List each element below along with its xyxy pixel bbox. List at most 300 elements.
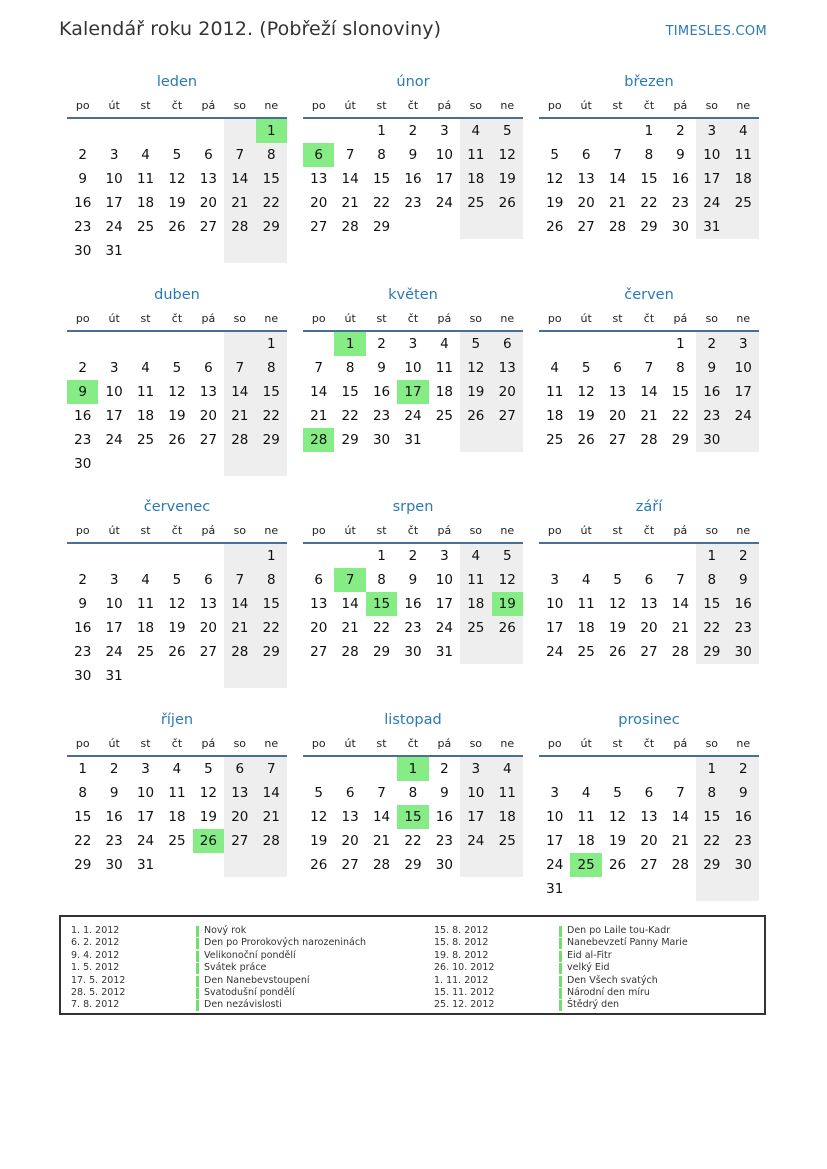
weekday-label: po	[311, 737, 326, 750]
day-cell: 26	[577, 432, 595, 448]
day-cell: 17	[105, 408, 123, 424]
weekday-label: po	[311, 312, 326, 325]
day-cell: 12	[168, 596, 186, 612]
day-cell: 23	[404, 620, 422, 636]
empty-cell	[696, 877, 727, 901]
day-cell: 17	[696, 167, 727, 191]
day-cell: 26	[492, 191, 523, 215]
day-cell: 13	[310, 171, 328, 187]
day-cell: 25	[460, 616, 491, 640]
weekday-label: po	[311, 524, 326, 537]
weekday-label: út	[344, 99, 356, 112]
empty-cell	[224, 119, 255, 143]
empty-cell	[303, 544, 334, 568]
empty-cell	[130, 452, 161, 476]
weekday-label: po	[547, 524, 562, 537]
month-name: duben	[154, 287, 200, 303]
holiday-day-cell: 26	[193, 829, 224, 853]
day-cell: 8	[256, 143, 287, 167]
day-cell: 11	[136, 171, 155, 187]
day-cell: 25	[168, 833, 186, 849]
day-cell: 29	[74, 857, 92, 873]
day-cell: 22	[696, 616, 727, 640]
day-cell: 5	[492, 544, 523, 568]
day-cell: 12	[310, 809, 328, 825]
day-cell: 8	[408, 785, 418, 801]
empty-cell	[633, 757, 664, 781]
day-cell: 29	[256, 215, 287, 239]
day-cell: 14	[224, 592, 255, 616]
day-cell: 9	[676, 147, 685, 163]
day-cell: 28	[224, 215, 255, 239]
day-cell: 24	[435, 620, 453, 636]
legend-marker	[559, 938, 562, 949]
day-cell: 28	[671, 857, 689, 873]
day-cell: 12	[577, 384, 595, 400]
day-cell: 16	[728, 592, 759, 616]
day-cell: 28	[640, 432, 658, 448]
day-cell: 21	[341, 195, 359, 211]
day-cell: 15	[696, 592, 727, 616]
day-cell: 27	[492, 404, 523, 428]
day-cell: 17	[105, 195, 123, 211]
weekday-label: pá	[673, 312, 688, 325]
day-cell: 13	[199, 596, 217, 612]
legend-holiday-name: Den nezávislosti	[204, 999, 282, 1011]
day-cell: 31	[696, 215, 727, 239]
weekday-label: út	[108, 312, 120, 325]
day-cell: 2	[78, 147, 87, 163]
day-cell: 31	[435, 644, 453, 660]
day-cell: 17	[435, 171, 453, 187]
weekday-label: út	[580, 312, 592, 325]
day-cell: 20	[310, 195, 328, 211]
day-grid	[67, 757, 287, 877]
weekday-label: út	[344, 312, 356, 325]
day-cell: 7	[613, 147, 622, 163]
day-cell: 5	[550, 147, 559, 163]
legend-date: 1. 1. 2012	[71, 925, 120, 936]
day-cell: 24	[546, 644, 564, 660]
empty-cell	[256, 452, 287, 476]
empty-cell	[256, 853, 287, 877]
day-cell: 1	[78, 761, 87, 777]
day-cell: 20	[608, 408, 627, 424]
legend-holiday-name: Den Nanebevstoupení	[204, 974, 310, 986]
legend-date: 15. 8. 2012	[434, 925, 489, 936]
day-cell: 18	[460, 167, 491, 191]
empty-cell	[130, 119, 161, 143]
day-cell: 30	[372, 432, 391, 448]
day-cell: 15	[341, 384, 359, 400]
legend-holiday-name: Den po Laile tou-Kadr	[567, 925, 671, 936]
day-cell: 15	[696, 805, 727, 829]
holiday-day-cell: 1	[397, 757, 428, 781]
day-cell: 5	[613, 572, 622, 588]
day-cell: 6	[314, 572, 323, 588]
empty-cell	[633, 877, 664, 901]
day-cell: 22	[341, 408, 359, 424]
day-cell: 28	[256, 829, 287, 853]
day-cell: 28	[341, 219, 359, 235]
day-cell: 4	[581, 572, 591, 588]
day-grid	[539, 544, 759, 664]
month-name: leden	[156, 74, 198, 90]
empty-cell	[161, 664, 192, 688]
legend-marker	[196, 926, 199, 937]
day-cell: 16	[728, 805, 759, 829]
day-cell: 3	[109, 147, 119, 163]
day-cell: 7	[644, 360, 654, 376]
day-cell: 8	[644, 147, 654, 163]
day-cell: 8	[377, 572, 386, 588]
day-cell: 14	[224, 167, 255, 191]
day-cell: 14	[372, 809, 391, 825]
weekday-label: ne	[264, 737, 279, 750]
empty-cell	[570, 877, 601, 901]
day-cell: 10	[404, 360, 422, 376]
day-cell: 28	[372, 857, 391, 873]
legend-row	[71, 925, 366, 937]
day-cell: 21	[608, 195, 627, 211]
day-cell: 24	[105, 219, 123, 235]
day-cell: 15	[256, 592, 287, 616]
day-cell: 7	[224, 356, 255, 380]
day-cell: 23	[671, 195, 689, 211]
day-cell: 18	[492, 805, 523, 829]
day-grid	[67, 119, 287, 263]
legend-marker	[196, 938, 199, 949]
weekday-label: pá	[201, 99, 216, 112]
day-cell: 6	[224, 757, 255, 781]
day-cell: 18	[168, 809, 186, 825]
legend-holiday-name: Den po Prorokových narozeninách	[204, 937, 367, 949]
day-cell: 19	[608, 620, 627, 636]
weekday-label: pá	[201, 312, 216, 325]
empty-cell	[570, 119, 601, 143]
day-grid	[303, 757, 523, 877]
day-cell: 12	[168, 384, 186, 400]
legend-holiday-name: Svatodušní pondělí	[204, 986, 295, 998]
empty-cell	[366, 757, 397, 781]
empty-cell	[397, 215, 428, 239]
day-cell: 29	[372, 644, 391, 660]
day-cell: 28	[671, 644, 689, 660]
legend-row	[71, 962, 366, 974]
weekday-label: po	[75, 524, 90, 537]
weekday-label: so	[705, 312, 719, 325]
empty-cell	[98, 544, 129, 568]
weekday-label: po	[311, 99, 326, 112]
weekday-label: st	[140, 99, 151, 112]
day-cell: 30	[74, 243, 92, 259]
day-cell: 24	[136, 833, 155, 849]
day-cell: 5	[314, 785, 323, 801]
legend-row	[434, 950, 688, 962]
weekday-label: čt	[171, 312, 183, 325]
weekday-label: po	[75, 737, 90, 750]
day-cell: 8	[345, 360, 355, 376]
day-cell: 10	[136, 785, 155, 801]
empty-cell	[460, 853, 491, 877]
day-cell: 14	[671, 596, 689, 612]
empty-cell	[224, 239, 255, 263]
day-cell: 7	[314, 360, 323, 376]
day-cell: 10	[460, 781, 491, 805]
legend-row	[434, 987, 688, 999]
day-cell: 14	[341, 171, 359, 187]
day-cell: 22	[640, 195, 658, 211]
empty-cell	[602, 757, 633, 781]
weekday-label: ne	[264, 312, 279, 325]
day-cell: 19	[168, 620, 186, 636]
empty-cell	[492, 428, 523, 452]
empty-cell	[602, 119, 633, 143]
legend-date: 28. 5. 2012	[71, 986, 126, 998]
month-name: červen	[624, 287, 674, 303]
day-cell: 30	[696, 428, 727, 452]
legend-row	[434, 975, 688, 987]
day-cell: 29	[696, 853, 727, 877]
day-cell: 4	[172, 761, 182, 777]
day-grid	[67, 544, 287, 688]
day-cell: 20	[224, 805, 255, 829]
legend-holiday-name: Národní den míru	[567, 986, 650, 998]
day-cell: 3	[460, 757, 491, 781]
legend-date: 19. 8. 2012	[434, 949, 489, 961]
weekday-label: ne	[736, 99, 751, 112]
weekday-header	[67, 96, 287, 116]
day-cell: 19	[460, 380, 491, 404]
legend-holiday-name: Velikonoční pondělí	[204, 949, 296, 961]
day-cell: 12	[492, 143, 523, 167]
day-grid	[539, 757, 759, 901]
brand-link[interactable]: TIMESLES.COM	[665, 24, 767, 39]
legend-date: 1. 11. 2012	[434, 974, 489, 986]
day-cell: 27	[224, 829, 255, 853]
day-cell: 22	[372, 195, 391, 211]
empty-cell	[130, 239, 161, 263]
weekday-label: út	[580, 737, 592, 750]
empty-cell	[256, 239, 287, 263]
day-cell: 2	[728, 757, 759, 781]
day-cell: 12	[546, 171, 564, 187]
day-cell: 9	[408, 572, 418, 588]
empty-cell	[429, 428, 460, 452]
holiday-day-cell: 17	[397, 380, 428, 404]
day-cell: 5	[172, 147, 182, 163]
weekday-label: so	[233, 99, 247, 112]
day-cell: 22	[256, 404, 287, 428]
day-cell: 23	[74, 432, 92, 448]
day-cell: 25	[435, 408, 453, 424]
day-cell: 10	[696, 143, 727, 167]
day-cell: 22	[74, 833, 92, 849]
day-cell: 10	[546, 596, 564, 612]
day-cell: 24	[105, 644, 123, 660]
empty-cell	[67, 332, 98, 356]
legend-holiday-name: velký Eid	[567, 962, 610, 974]
day-cell: 2	[78, 572, 87, 588]
day-cell: 9	[408, 147, 418, 163]
day-cell: 28	[341, 644, 359, 660]
empty-cell	[193, 544, 224, 568]
day-cell: 6	[204, 360, 213, 376]
legend-marker	[196, 951, 199, 962]
empty-cell	[665, 757, 696, 781]
month-name: září	[635, 499, 663, 515]
day-cell: 12	[460, 356, 491, 380]
day-cell: 11	[577, 596, 595, 612]
day-cell: 22	[372, 620, 391, 636]
empty-cell	[67, 119, 98, 143]
day-grid	[303, 544, 523, 664]
day-cell: 5	[172, 572, 182, 588]
legend-row	[71, 987, 366, 999]
day-cell: 12	[492, 568, 523, 592]
day-cell: 8	[256, 568, 287, 592]
day-cell: 10	[435, 572, 453, 588]
weekday-label: pá	[437, 737, 452, 750]
day-cell: 17	[105, 620, 123, 636]
empty-cell	[303, 757, 334, 781]
day-cell: 8	[377, 147, 386, 163]
weekday-header	[303, 309, 523, 329]
day-cell: 14	[608, 171, 627, 187]
day-cell: 7	[345, 147, 355, 163]
weekday-label: so	[469, 312, 483, 325]
day-cell: 28	[224, 640, 255, 664]
month-3	[539, 72, 759, 239]
weekday-label: čt	[643, 312, 655, 325]
weekday-label: st	[376, 737, 387, 750]
day-cell: 19	[310, 833, 328, 849]
day-cell: 21	[671, 833, 689, 849]
day-cell: 16	[74, 195, 92, 211]
day-cell: 26	[168, 432, 186, 448]
legend-row	[71, 937, 366, 949]
legend-date: 1. 5. 2012	[71, 962, 120, 974]
day-cell: 21	[372, 833, 391, 849]
day-cell: 12	[199, 785, 217, 801]
legend-row	[71, 999, 366, 1011]
day-cell: 16	[435, 809, 453, 825]
empty-cell	[224, 853, 255, 877]
empty-cell	[193, 452, 224, 476]
weekday-label: ne	[500, 737, 515, 750]
day-cell: 20	[341, 833, 359, 849]
day-cell: 7	[676, 572, 685, 588]
weekday-label: po	[547, 737, 562, 750]
day-cell: 30	[404, 644, 422, 660]
day-cell: 19	[168, 195, 186, 211]
empty-cell	[193, 664, 224, 688]
day-cell: 16	[74, 408, 92, 424]
legend-date: 25. 12. 2012	[434, 999, 495, 1011]
day-cell: 26	[460, 404, 491, 428]
weekday-label: st	[612, 99, 623, 112]
day-cell: 14	[224, 380, 255, 404]
weekday-label: st	[140, 737, 151, 750]
day-cell: 11	[435, 360, 453, 376]
weekday-header	[67, 521, 287, 541]
day-cell: 18	[136, 620, 155, 636]
weekday-label: po	[547, 312, 562, 325]
weekday-header	[303, 96, 523, 116]
day-cell: 14	[310, 384, 328, 400]
day-cell: 15	[640, 171, 658, 187]
day-cell: 27	[608, 432, 627, 448]
day-cell: 23	[696, 404, 727, 428]
weekday-label: pá	[673, 99, 688, 112]
weekday-label: so	[705, 99, 719, 112]
month-name: listopad	[384, 712, 442, 728]
day-cell: 30	[74, 668, 92, 684]
legend-marker	[559, 951, 562, 962]
empty-cell	[161, 332, 192, 356]
day-cell: 30	[671, 219, 689, 235]
day-cell: 18	[136, 195, 155, 211]
day-cell: 5	[492, 119, 523, 143]
weekday-label: čt	[171, 524, 183, 537]
weekday-label: po	[75, 99, 90, 112]
day-cell: 10	[105, 171, 123, 187]
month-name: říjen	[160, 712, 194, 728]
month-name: červenec	[143, 499, 211, 515]
weekday-label: st	[612, 524, 623, 537]
day-cell: 27	[341, 857, 359, 873]
month-10	[67, 710, 287, 877]
legend-date: 6. 2. 2012	[71, 937, 120, 949]
day-cell: 26	[310, 857, 328, 873]
empty-cell	[334, 757, 365, 781]
day-cell: 20	[492, 380, 523, 404]
weekday-header	[67, 309, 287, 329]
day-cell: 16	[404, 596, 422, 612]
weekday-label: st	[612, 312, 623, 325]
day-cell: 30	[728, 640, 759, 664]
day-cell: 26	[608, 857, 627, 873]
empty-cell	[161, 119, 192, 143]
day-cell: 29	[256, 428, 287, 452]
empty-cell	[539, 757, 570, 781]
day-grid	[303, 119, 523, 239]
empty-cell	[492, 853, 523, 877]
empty-cell	[67, 544, 98, 568]
holiday-day-cell: 1	[334, 332, 365, 356]
weekday-label: čt	[643, 737, 655, 750]
day-cell: 11	[460, 568, 491, 592]
holiday-day-cell: 15	[397, 805, 428, 829]
day-cell: 3	[109, 360, 119, 376]
legend-column-left	[71, 925, 366, 1012]
legend-marker	[559, 963, 562, 974]
day-cell: 13	[608, 384, 627, 400]
day-cell: 28	[224, 428, 255, 452]
legend-marker	[196, 988, 199, 999]
day-cell: 3	[696, 119, 727, 143]
weekday-label: ne	[500, 99, 515, 112]
weekday-header	[539, 96, 759, 116]
day-cell: 3	[728, 332, 759, 356]
weekday-label: so	[233, 737, 247, 750]
day-cell: 21	[224, 191, 255, 215]
empty-cell	[602, 877, 633, 901]
day-cell: 18	[577, 833, 595, 849]
day-cell: 1	[377, 123, 386, 139]
day-cell: 5	[581, 360, 591, 376]
day-cell: 25	[577, 644, 595, 660]
